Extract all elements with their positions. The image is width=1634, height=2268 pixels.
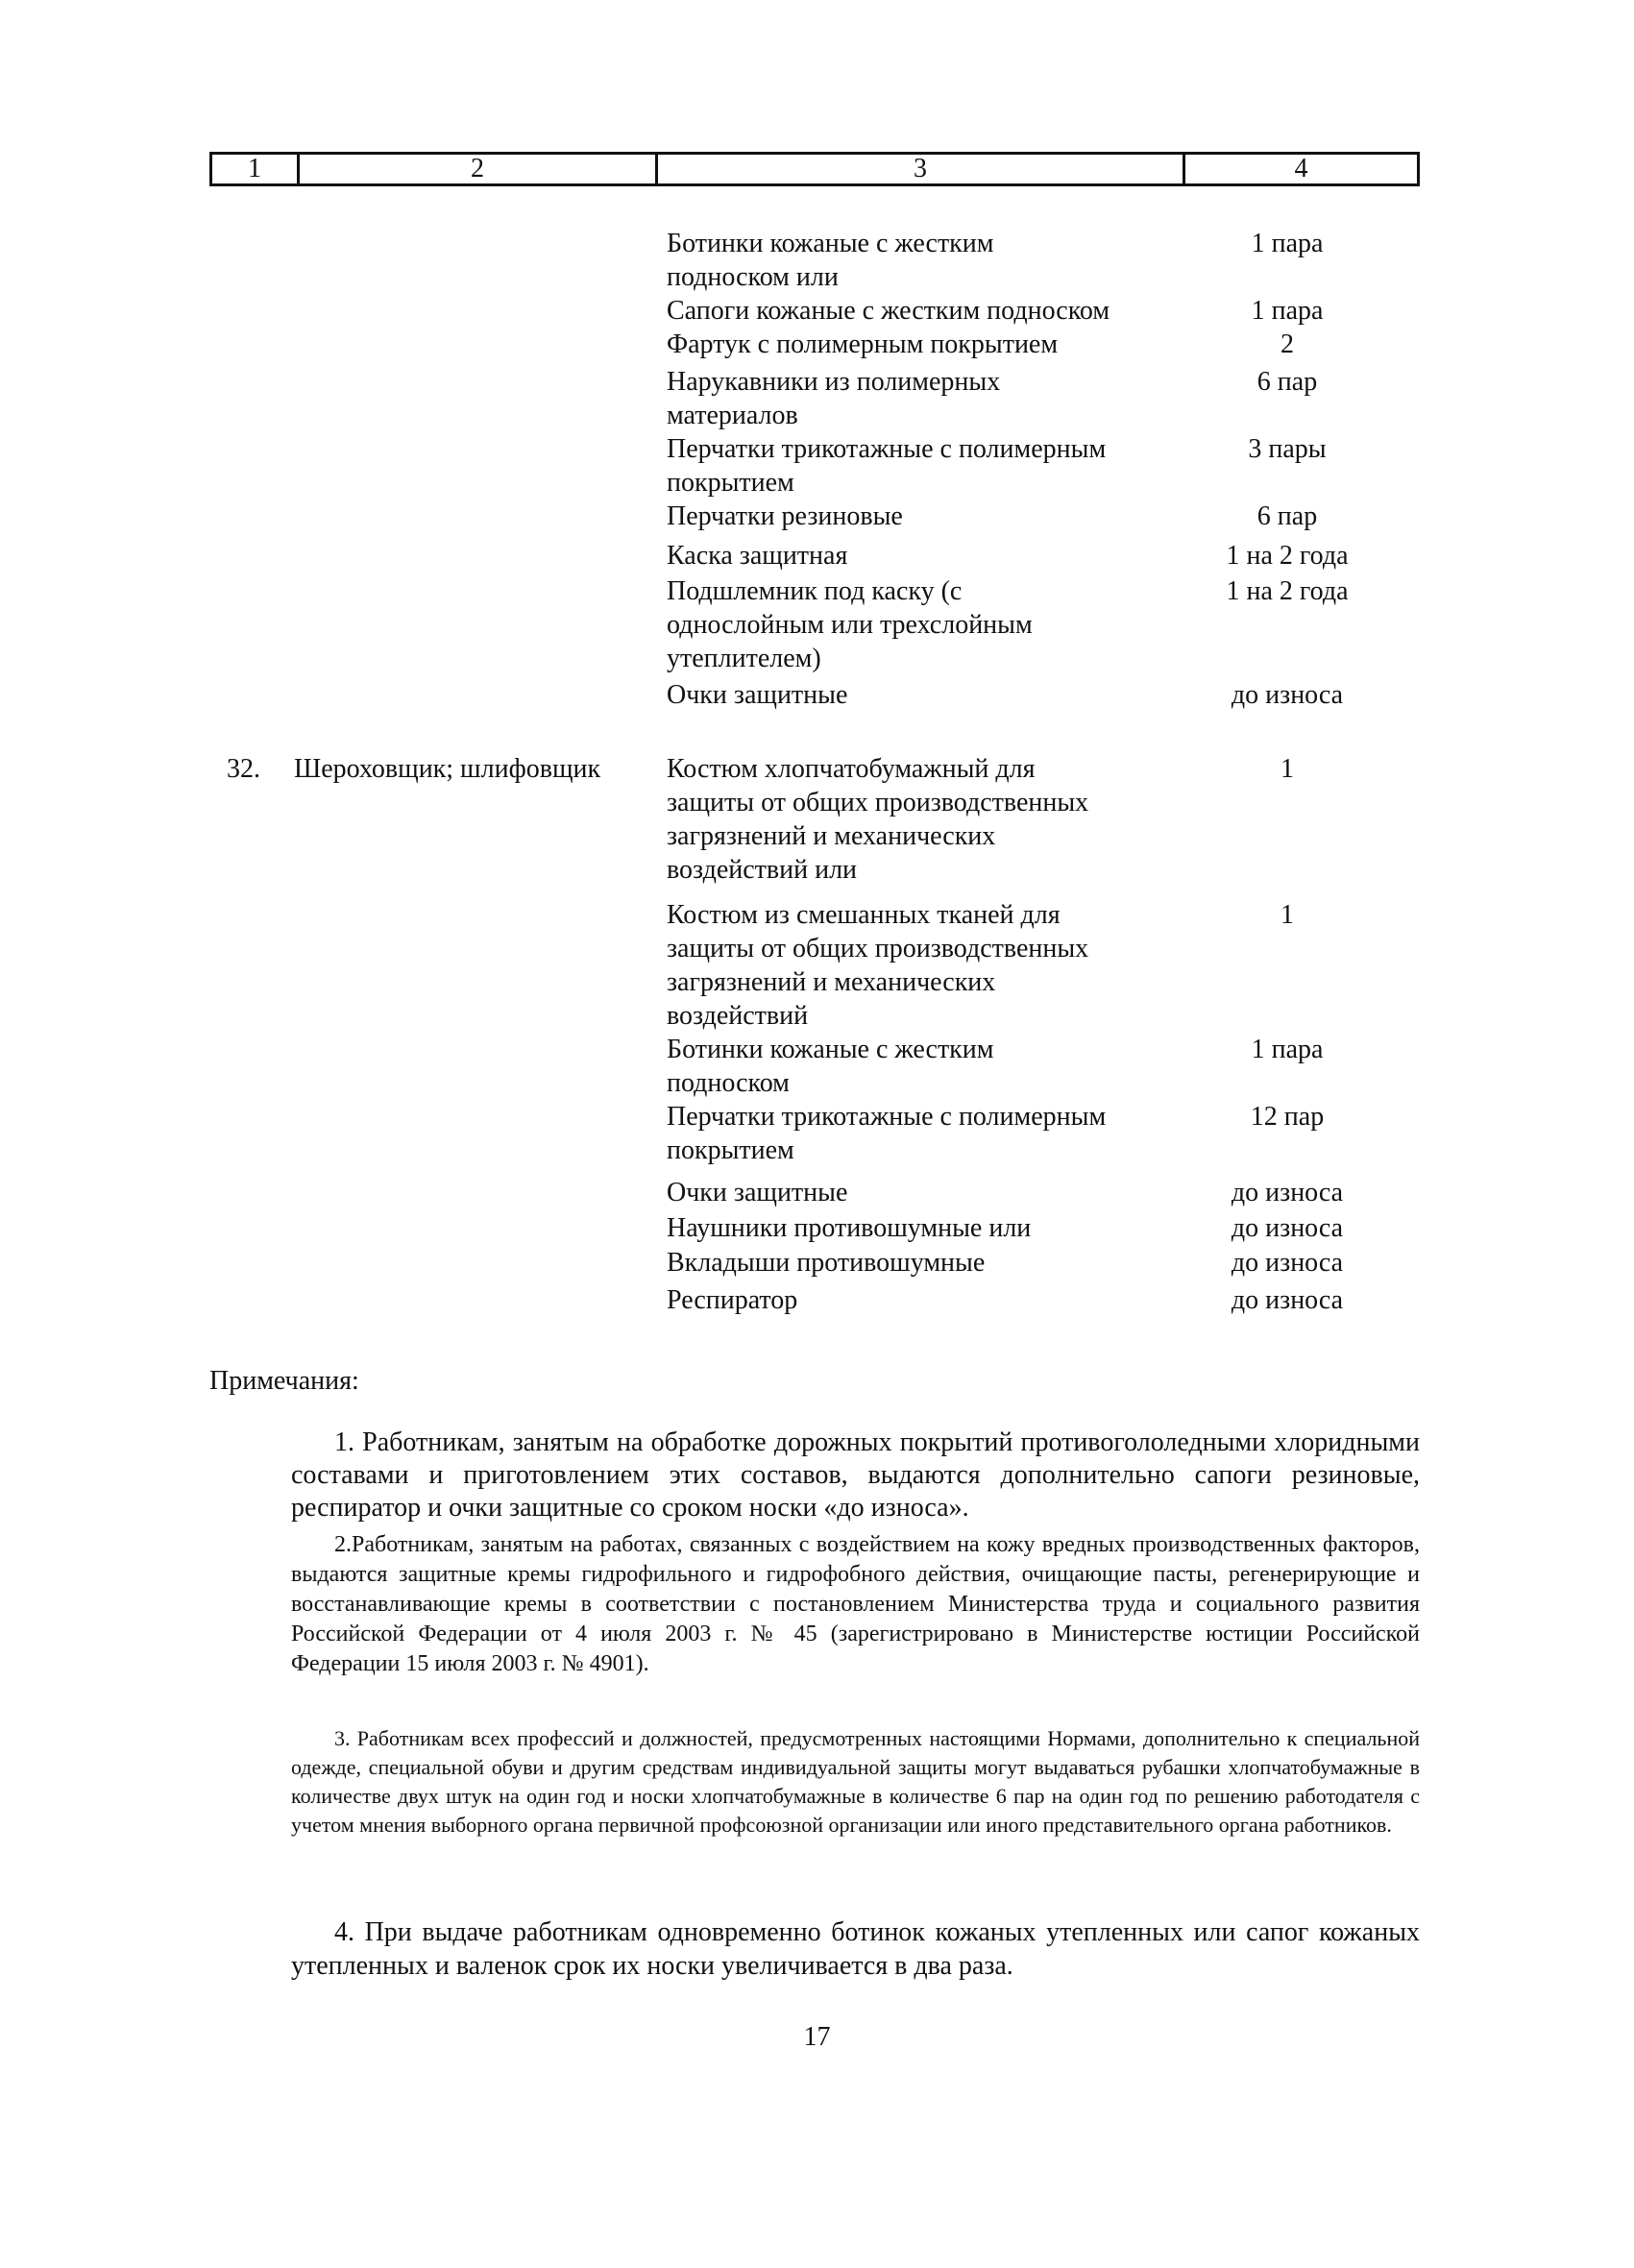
item-name: Костюм из смешанных тканей для защиты от общих производственных загрязнений и механических воздействий <box>667 900 1089 1031</box>
note-1 <box>291 1427 1420 1524</box>
item-quantity: 2 <box>1280 329 1294 359</box>
item-quantity: 12 пар <box>1250 1102 1325 1132</box>
item-quantity: до износа <box>1231 1213 1344 1243</box>
item-name: Очки защитные <box>667 1178 848 1207</box>
item-name: Ботинки кожаные с жестким подноском <box>667 1035 994 1098</box>
column-number-4: 4 <box>1294 154 1308 183</box>
profession-name: Шероховщик; шлифовщик <box>294 754 601 784</box>
item-name: Каска защитная <box>667 541 848 571</box>
column-number-1: 1 <box>212 155 300 183</box>
item-quantity: 3 пары <box>1248 434 1327 464</box>
item-name: Перчатки трикотажные с полимерным покрытием <box>667 434 1107 498</box>
item-quantity: 1 на 2 года <box>1226 541 1349 571</box>
note-3-text: 3. Работникам всех профессий и должностей, предусмотренных настоящими Нормами, дополнительно к специальной одежде, специальной обуви и другим средствам индивидуальной защиты могут выдаваться рубашки хлопчатобумажные в количестве двух штук на один год и носки хлопчатобумажные в количестве 6 пар на один год по решению работодателя с учетом мнения выборного органа первичной профсоюзной организации или иного представительного органа работников. <box>291 1726 1420 1837</box>
item-name: Респиратор <box>667 1285 798 1315</box>
item-quantity: 1 <box>1280 754 1294 784</box>
page-number: 17 <box>803 2022 831 2052</box>
item-quantity: 1 на 2 года <box>1226 576 1349 606</box>
note-2-text: 2.Работникам, занятым на работах, связанных с воздействием на кожу вредных производственных факторов, выдаются защитные кремы гидрофильного и гидрофобного действия, очищающие пасты, регенерирующие и восстанавливающие кремы в соответствии с постановлением Министерства труда и социального развития Российской Федерации от 4 июля 2003 г. № 45 (зарегистрировано в Министерстве юстиции Российской Федерации 15 июля 2003 г. № 4901). <box>291 1532 1420 1676</box>
item-name: Перчатки резиновые <box>667 501 903 531</box>
item-name: Нарукавники из полимерных материалов <box>667 367 1001 430</box>
item-name: Наушники противошумные или <box>667 1213 1032 1243</box>
column-number-3: 3 <box>658 155 1185 183</box>
note-2 <box>291 1530 1420 1679</box>
item-name: Сапоги кожаные с жестким подноском <box>667 296 1110 326</box>
item-quantity: 1 пара <box>1251 1035 1324 1064</box>
item-name: Перчатки трикотажные с полимерным покрытием <box>667 1102 1107 1165</box>
item-quantity: 6 пар <box>1256 367 1318 397</box>
item-name: Очки защитные <box>667 680 848 710</box>
note-1-text: 1. Работникам, занятым на обработке дорожных покрытий противогололедными хлоридными составами и приготовлением этих составов, выдаются дополнительно сапоги резиновые, респиратор и очки защитные со сроком носки «до износа». <box>291 1427 1420 1523</box>
item-quantity: до износа <box>1231 1178 1344 1207</box>
note-4-text: 4. При выдаче работникам одновременно ботинок кожаных утепленных или сапог кожаных утепленных и валенок срок их носки увеличивается в два раза. <box>291 1917 1420 1981</box>
item-name: Подшлемник под каску (с однослойным или трехслойным утеплителем) <box>667 576 1033 673</box>
row-number: 32. <box>227 754 260 784</box>
note-3 <box>291 1724 1420 1840</box>
item-quantity: до износа <box>1231 1285 1344 1315</box>
notes-heading: Примечания: <box>209 1366 359 1396</box>
column-number-2: 2 <box>300 155 658 183</box>
table-header-row <box>209 152 1420 186</box>
note-4 <box>291 1915 1420 1983</box>
item-quantity: до износа <box>1231 680 1344 710</box>
item-quantity: 1 пара <box>1251 229 1324 258</box>
item-name: Костюм хлопчатобумажный для защиты от общих производственных загрязнений и механических воздействий или <box>667 754 1089 885</box>
item-quantity: 1 <box>1280 900 1294 930</box>
item-name: Фартук с полимерным покрытием <box>667 329 1059 359</box>
item-quantity: 6 пар <box>1256 501 1318 531</box>
item-quantity: 1 пара <box>1251 296 1324 326</box>
item-name: Вкладыши противошумные <box>667 1248 986 1278</box>
item-quantity: до износа <box>1231 1248 1344 1278</box>
item-name: Ботинки кожаные с жестким подноском или <box>667 229 994 292</box>
